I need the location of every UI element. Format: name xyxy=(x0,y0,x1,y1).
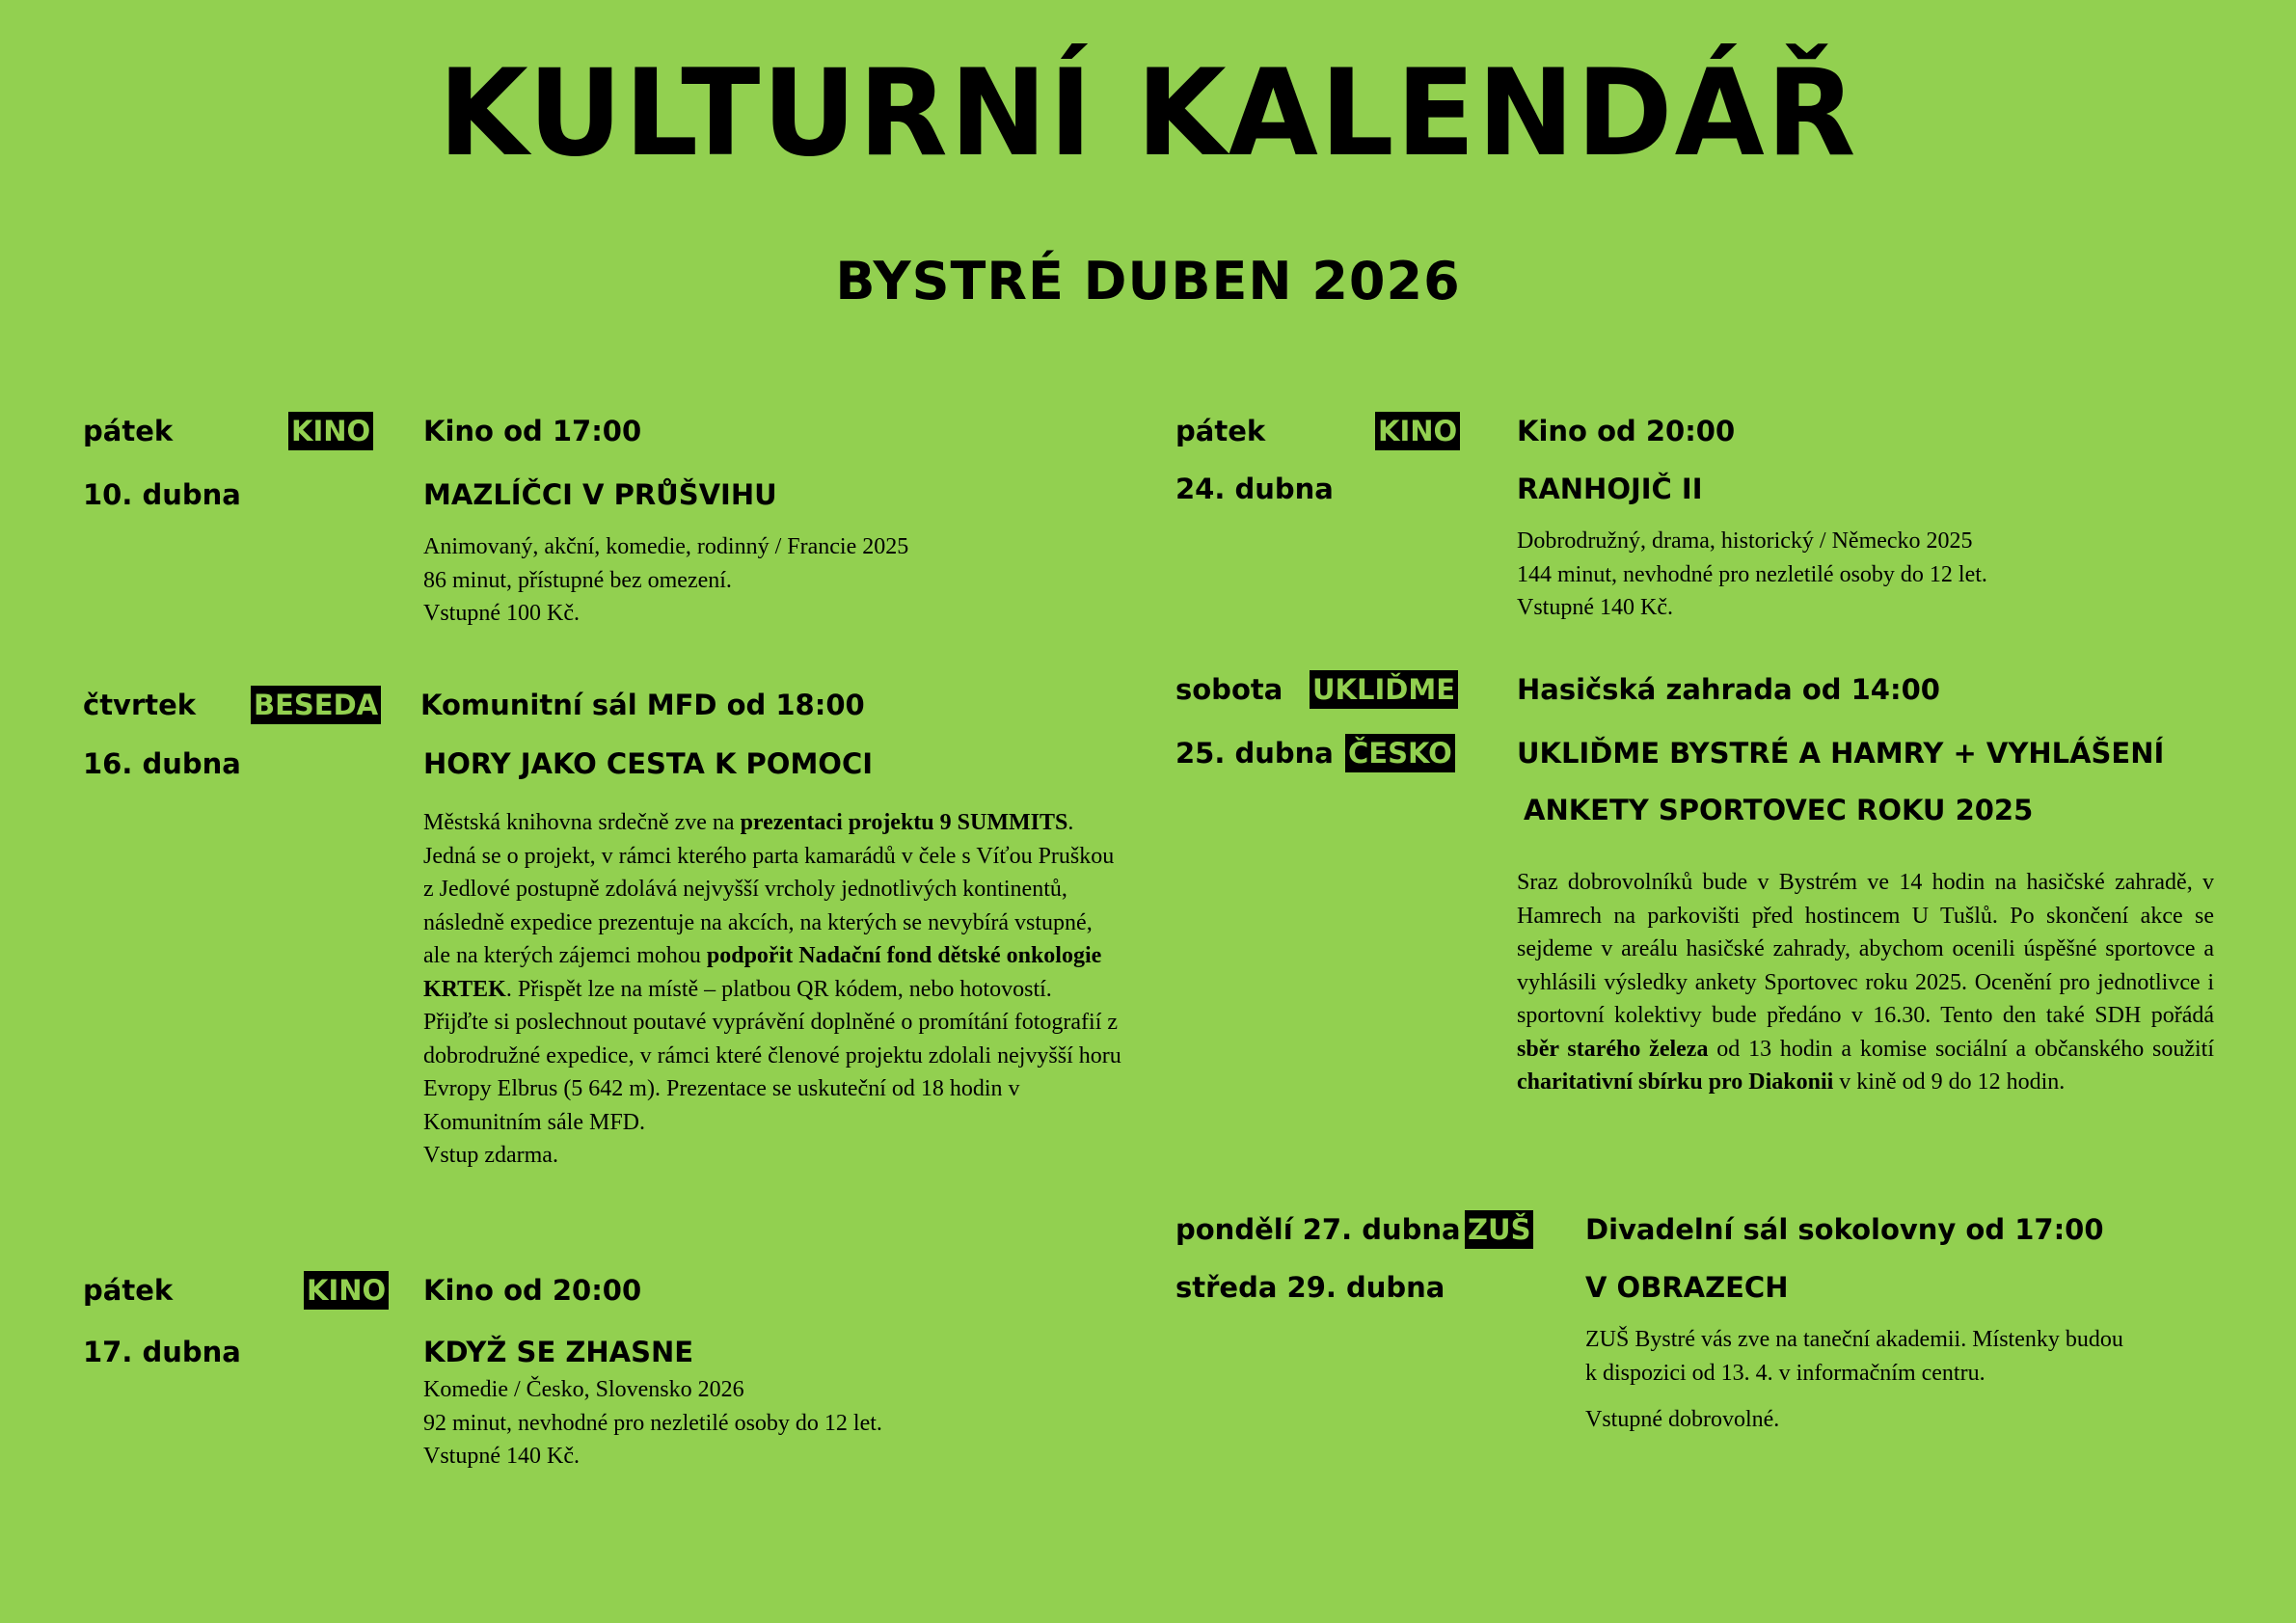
event-date: středa 29. dubna xyxy=(1175,1271,1445,1304)
event-name: UKLIĎME BYSTRÉ A HAMRY + VYHLÁŠENÍ xyxy=(1517,737,2165,770)
event-description xyxy=(1585,1323,2123,1437)
event-genre: Komedie / Česko, Slovensko 2026 xyxy=(423,1377,744,1402)
event-genre: Dobrodružný, drama, historický / Německo 2025 xyxy=(1517,528,1973,554)
event-duration: 86 minut, přístupné bez omezení. xyxy=(423,567,732,593)
event-date: 10. dubna xyxy=(83,478,241,511)
event-description: Sraz dobrovolníků bude v Bystrém ve 14 hodin na hasičské zahradě, v Hamrech na parkovišti před hostincem U Tušlů. Po skončení akce se sejdeme v areálu hasičské zahrady, abychom ocenili úspěšné sportovce a vyhlásili výsledky ankety Sportovec roku 2025. Ocenění pro jednotlivce i sportovní kolektivy bude předáno v 16.30. Tento den také SDH pořádá sběr starého železa od 13 hodin a komise sociální a občanského soužití charitativní sbírku pro Diakonii v kině od 9 do 12 hodin. xyxy=(1517,870,2214,1095)
event-description xyxy=(423,1373,882,1474)
event-day: čtvrtek xyxy=(83,689,197,721)
event-price: Vstupné dobrovolné. xyxy=(1585,1407,1780,1432)
event-day: sobota xyxy=(1175,673,1283,706)
event-date: 25. dubna xyxy=(1175,737,1334,770)
event-description: Městská knihovna srdečně zve na prezentaci projektu 9 SUMMITS. Jedná se o projekt, v rámci kterého parta kamarádů v čele s Víťou Pruškou z Jedlové postupně zdolává nejvyšší vrcholy jednotlivých kontinentů, následně expedice prezentuje na akcích, na kterých se nevybírá vstupné, ale na kterých zájemci mohou podpořit Nadační fond dětské onkologie KRTEK. Přispět lze na místě – platbou QR kódem, nebo hotovostí. Přijďte si poslechnout poutavé vyprávění doplněné o promítání fotografií z dobrodružné expedice, v rámci které členové projektu zdolali nejvyšší horu Evropy Elbrus (5 642 m). Prezentace se uskuteční od 18 hodin v Komunitním sále MFD. Vstup zdarma. xyxy=(423,806,1122,1173)
event-text-line: k dispozici od 13. 4. v informačním centru. xyxy=(1585,1360,1985,1386)
event-price: Vstupné 100 Kč. xyxy=(423,601,580,626)
event-description xyxy=(423,530,908,631)
category-tag: KINO xyxy=(304,1271,389,1310)
event-name: RANHOJIČ II xyxy=(1517,473,1703,505)
event-name: KDYŽ SE ZHASNE xyxy=(423,1336,694,1368)
event-price: Vstupné 140 Kč. xyxy=(423,1444,580,1469)
event-genre: Animovaný, akční, komedie, rodinný / Francie 2025 xyxy=(423,534,909,559)
event-place: Kino od 17:00 xyxy=(423,415,642,447)
category-tag: BESEDA xyxy=(251,686,381,724)
event-place: Komunitní sál MFD od 18:00 xyxy=(420,689,865,721)
event-text-line: ZUŠ Bystré vás zve na taneční akademii. Místenky budou xyxy=(1585,1327,2123,1352)
event-date: 24. dubna xyxy=(1175,473,1334,505)
event-name: MAZLÍČCI V PRŮŠVIHU xyxy=(423,478,777,511)
event-duration: 144 minut, nevhodné pro nezletilé osoby do 12 let. xyxy=(1517,561,1987,587)
event-day: pátek xyxy=(1175,415,1266,447)
event-duration: 92 minut, nevhodné pro nezletilé osoby do 12 let. xyxy=(423,1410,882,1436)
category-tag-2: ČESKO xyxy=(1345,734,1455,772)
event-date: 16. dubna xyxy=(83,747,241,780)
event-place: Kino od 20:00 xyxy=(1517,415,1736,447)
category-tag: ZUŠ xyxy=(1465,1210,1533,1249)
event-description xyxy=(1517,525,1987,625)
category-tag: KINO xyxy=(1375,412,1460,450)
event-place: Kino od 20:00 xyxy=(423,1274,642,1307)
category-tag: KINO xyxy=(288,412,373,450)
event-day: pondělí 27. dubna xyxy=(1175,1213,1461,1246)
event-date: 17. dubna xyxy=(83,1336,241,1368)
page-title: KULTURNÍ KALENDÁŘ xyxy=(438,42,1858,183)
event-day: pátek xyxy=(83,1274,174,1307)
event-place: Hasičská zahrada od 14:00 xyxy=(1517,673,1940,706)
category-tag: UKLIĎME xyxy=(1310,670,1458,709)
event-price: Vstupné 140 Kč. xyxy=(1517,595,1673,620)
event-price: Vstup zdarma. xyxy=(423,1143,558,1168)
page-subtitle: BYSTRÉ DUBEN 2026 xyxy=(835,251,1461,311)
event-name-line2: ANKETY SPORTOVEC ROKU 2025 xyxy=(1524,794,2034,826)
event-day: pátek xyxy=(83,415,174,447)
event-name: V OBRAZECH xyxy=(1585,1271,1789,1304)
event-place: Divadelní sál sokolovny od 17:00 xyxy=(1585,1213,2104,1246)
event-name: HORY JAKO CESTA K POMOCI xyxy=(423,747,874,780)
